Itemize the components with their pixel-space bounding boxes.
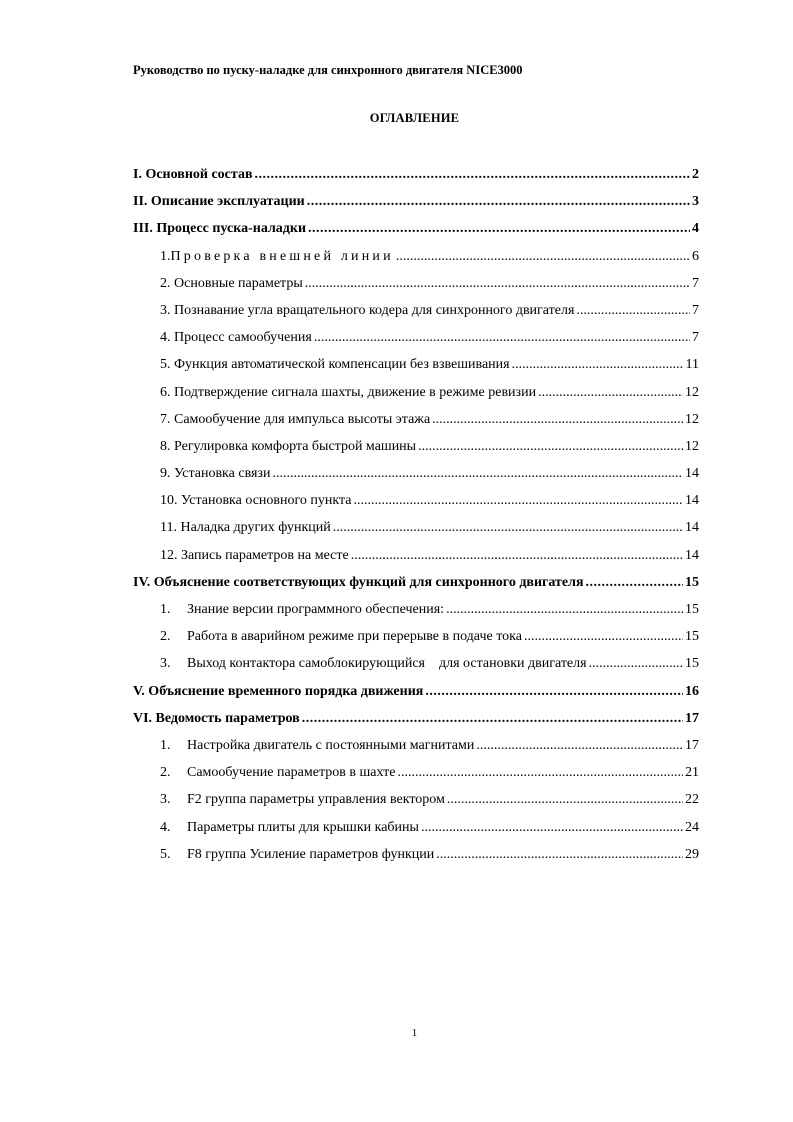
toc-entry-page: 12 [685,384,699,400]
toc-entry-3-11[interactable] [133,514,699,541]
dot-leader [512,351,684,378]
toc-entry-label: F2 группа параметры управления вектором [187,792,445,808]
toc-entry-3-1[interactable] [133,243,699,270]
toc-entry-6-2[interactable] [133,759,699,786]
toc-entry-label: IV. Объяснение соответствующих функций для синхронного двигателя [133,574,584,590]
toc-entry-page: 14 [685,466,699,482]
toc-entry-page: 14 [685,493,699,509]
toc-entry-6-1[interactable] [133,732,699,759]
toc-entry-page: 17 [685,737,699,753]
dot-leader [447,786,683,813]
toc-entry-3-10[interactable] [133,487,699,514]
toc-entry-label: Настройка двигатель с постоянными магнитами [187,737,475,753]
toc-entry-page: 22 [685,792,699,808]
toc-entry-label: 2. Основные параметры [160,275,303,291]
dot-leader [272,460,683,487]
toc-entry-label: Работа в аварийном режиме при перерыве в подаче тока [187,629,522,645]
toc-entry-6-3[interactable] [133,786,699,813]
dot-leader [589,650,683,677]
toc-entry-section-2[interactable] [133,188,699,215]
toc-entry-3-8[interactable] [133,433,699,460]
toc-entry-page: 16 [685,683,699,699]
toc-entry-label: VI. Ведомость параметров [133,710,300,726]
toc-entry-3-3[interactable] [133,297,699,324]
running-header: Руководство по пуску-наладке для синхронного двигателя NICE3000 [133,63,523,77]
toc-entry-6-4[interactable] [133,814,699,841]
toc-entry-number: 1. [160,602,171,617]
toc-entry-number: 1. [160,248,171,264]
toc-entry-number: 2. [160,629,171,645]
dot-leader [421,814,683,841]
toc-entry-page: 12 [685,438,699,454]
dot-leader [351,542,683,569]
toc-entry-label: Выход контактора самоблокирующийся для остановки двигателя [187,656,587,672]
toc-entry-page: 4 [692,221,699,237]
toc-entry-page: 14 [685,547,699,563]
dot-leader [576,297,690,324]
toc-entry-number: 1. [160,737,171,753]
toc-entry-page: 7 [692,302,699,318]
toc-entry-page: 11 [685,357,699,373]
dot-leader [308,215,690,242]
toc-entry-3-2[interactable] [133,270,699,297]
toc-entry-number: 3. [160,656,171,672]
dot-leader [418,433,683,460]
toc-entry-6-5[interactable] [133,841,699,868]
toc-entry-label: Параметры плиты для крышки кабины [187,819,419,835]
toc-entry-3-9[interactable] [133,460,699,487]
toc-title: ОГЛАВЛЕНИЕ [369,111,460,125]
toc-entry-3-12[interactable] [133,542,699,569]
toc-entry-label: 12. Запись параметров на месте [160,547,349,563]
toc-entry-page: 15 [685,574,699,590]
toc-entry-section-3[interactable] [133,215,699,242]
toc-entry-3-6[interactable] [133,379,699,406]
toc-entry-page: 14 [685,520,699,536]
toc-entry-number: 4. [160,819,171,835]
dot-leader [255,161,691,188]
toc-entry-4-2[interactable] [133,623,699,650]
dot-leader [538,379,683,406]
toc-entry-page: 3 [692,194,699,210]
toc-entry-label: 7. Самообучение для импульса высоты этажа [160,411,431,427]
dot-leader [432,406,683,433]
toc-entry-page: 24 [685,819,699,835]
toc-entry-label: II. Описание эксплуатации [133,194,305,210]
toc-entry-label: III. Процесс пуска-наладки [133,221,307,237]
table-of-contents [133,161,699,868]
toc-entry-label: Проверка внешней линии [170,248,394,264]
dot-leader [396,243,690,270]
toc-entry-page: 21 [685,765,699,781]
toc-entry-section-1[interactable] [133,161,699,188]
page-number: 1 [411,1027,418,1039]
toc-entry-number: 5. [160,846,171,862]
toc-entry-page: 12 [685,411,699,427]
toc-entry-label: V. Объяснение временного порядка движения [133,683,424,699]
toc-entry-page: 2 [692,167,699,182]
toc-entry-page: 15 [685,656,699,672]
dot-leader [307,188,690,215]
toc-entry-4-1[interactable] [133,596,699,623]
dot-leader [333,514,683,541]
toc-entry-number: 2. [160,765,171,781]
toc-entry-label: 3. Познавание угла вращательного кодера для синхронного двигателя [160,302,575,318]
toc-entry-label: I. Основной состав [133,167,253,182]
dot-leader [425,678,683,705]
dot-leader [314,324,690,351]
toc-entry-page: 15 [685,629,699,645]
toc-entry-page: 7 [692,330,699,346]
toc-entry-section-5[interactable] [133,678,699,705]
toc-entry-section-6[interactable] [133,705,699,732]
toc-entry-page: 17 [685,710,699,726]
dot-leader [305,270,690,297]
toc-entry-page: 7 [692,275,699,291]
toc-entry-label: 10. Установка основного пункта [160,493,352,509]
toc-entry-3-7[interactable] [133,406,699,433]
toc-entry-label: 9. Установка связи [160,466,271,482]
toc-entry-number: 3. [160,792,171,808]
dot-leader [397,759,683,786]
dot-leader [436,841,683,868]
toc-entry-label: 4. Процесс самообучения [160,330,312,346]
toc-entry-label: 8. Регулировка комфорта быстрой машины [160,438,417,454]
toc-entry-page: 29 [685,846,699,862]
dot-leader [446,596,683,623]
toc-entry-3-5[interactable] [133,351,699,378]
toc-entry-page: 6 [692,248,699,264]
dot-leader [476,732,683,759]
toc-entry-3-4[interactable] [133,324,699,351]
toc-entry-section-4[interactable] [133,569,699,596]
toc-entry-label: F8 группа Усиление параметров функции [187,846,435,862]
toc-entry-4-3[interactable] [133,650,699,677]
toc-entry-label: 6. Подтверждение сигнала шахты, движение в режиме ревизии [160,384,537,400]
dot-leader [586,569,683,596]
toc-entry-label: 11. Наладка других функций [160,520,331,536]
toc-entry-label: Самообучение параметров в шахте [187,765,396,781]
dot-leader [302,705,683,732]
toc-entry-label: 5. Функция автоматической компенсации без взвешивания [160,357,510,373]
dot-leader [354,487,683,514]
toc-entry-label: Знание версии программного обеспечения: [187,602,445,617]
dot-leader [524,623,683,650]
toc-entry-page: 15 [685,602,699,617]
